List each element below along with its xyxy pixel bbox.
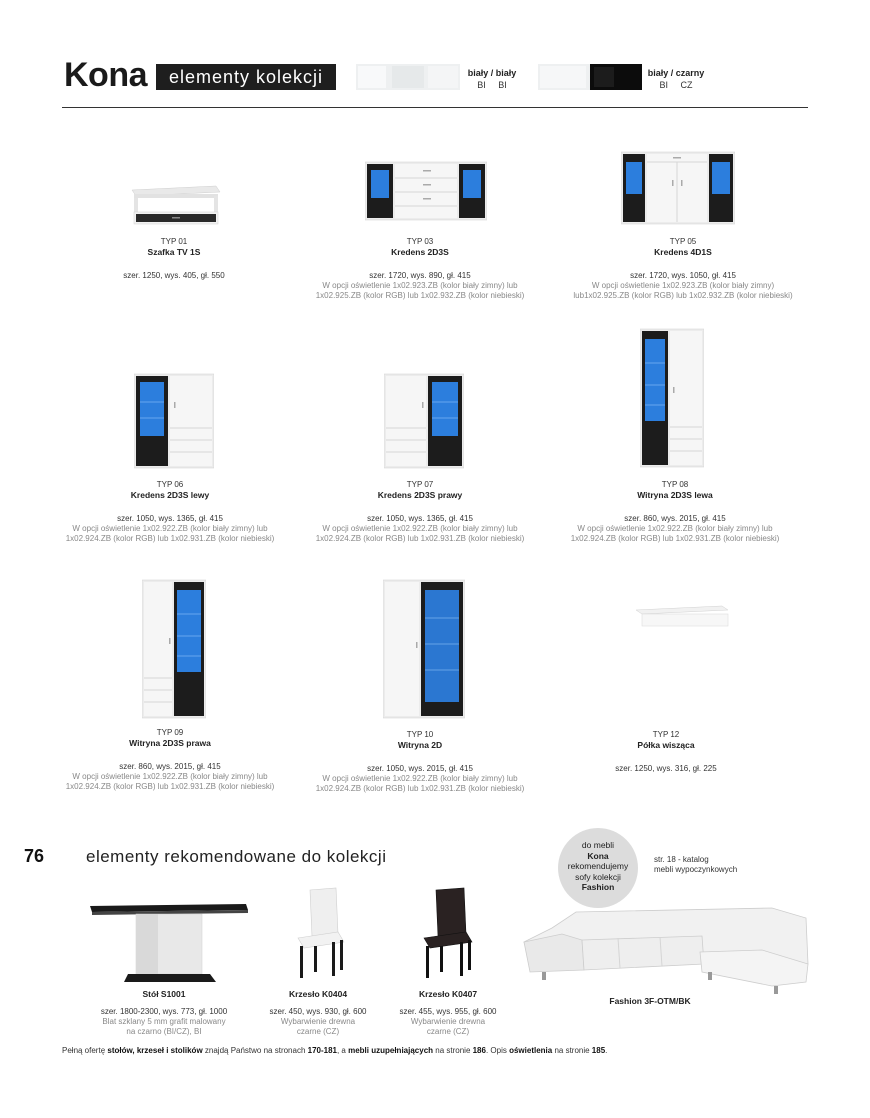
- product-type: TYP 10: [406, 730, 434, 739]
- footer-note: [62, 1046, 607, 1055]
- product-type: TYP 01: [160, 237, 188, 246]
- badge-line1: do mebli: [581, 840, 615, 850]
- product-options: W opcji oświetlenie 1x02.922.ZB (kolor biały zimny) lub 1x02.924.ZB (kolor RGB) lub 1x02.931.ZB (kolor niebieski): [65, 772, 275, 791]
- recommended-title: elementy rekomendowane do kolekcji: [86, 847, 387, 866]
- item-note: Blat szklany 5 mm grafit malowany na czarno (BI/CZ), BI: [102, 1017, 226, 1036]
- product-options: W opcji oświetlenie 1x02.922.ZB (kolor biały zimny) lub 1x02.924.ZB (kolor RGB) lub 1x02.931.ZB (kolor niebieski): [315, 774, 525, 793]
- item-note: Wybarwienie drewna czarne (CZ): [280, 1017, 356, 1036]
- item-dims: szer. 1800-2300, wys. 773, gł. 1000: [100, 1007, 228, 1016]
- footer-bold: 185: [591, 1046, 606, 1055]
- color-codes-white-white: BI BI: [477, 80, 507, 90]
- product-image-polka-wiszaca: [634, 596, 730, 632]
- badge-line5: Fashion: [581, 882, 615, 892]
- product-typ01: [59, 237, 289, 281]
- product-name: Kredens 2D3S lewy: [130, 490, 210, 500]
- product-options: W opcji oświetlenie 1x02.923.ZB (kolor biały zimny) lub1x02.925.ZB (kolor RGB) lub 1x02.932.ZB (kolor niebieski): [573, 281, 793, 300]
- color-swatch-white-white: [356, 64, 460, 90]
- product-type: TYP 05: [669, 237, 697, 246]
- product-image-sofa-fashion: [522, 906, 810, 998]
- catalog-note: [654, 855, 737, 875]
- color-label-white-black: biały / czarny: [647, 68, 705, 78]
- sofa-name: Fashion 3F-OTM/BK: [609, 996, 691, 1006]
- product-name: Witryna 2D: [397, 740, 443, 750]
- product-image-stol: [90, 902, 250, 984]
- badge-line4: sofy kolekcji: [575, 871, 621, 882]
- product-name: Szafka TV 1S: [147, 247, 201, 257]
- product-options: W opcji oświetlenie 1x02.923.ZB (kolor biały zimny) lub 1x02.925.ZB (kolor RGB) lub 1x02.932.ZB (kolor niebieski): [315, 281, 525, 300]
- product-image-witryna-2d: [383, 578, 465, 720]
- product-name: Witryna 2D3S lewa: [637, 490, 713, 500]
- color-label-white-white: biały / biały: [467, 68, 517, 78]
- product-dims: szer. 1250, wys. 405, gł. 550: [123, 271, 225, 280]
- product-image-kredens-lewy: [134, 372, 214, 470]
- item-dims: szer. 455, wys. 955, gł. 600: [399, 1007, 497, 1016]
- footer-text: Pełną ofertę: [62, 1046, 108, 1055]
- product-image-kredens-4d1s: [621, 150, 735, 226]
- footer-text: znajdą Państwo na stronach: [202, 1046, 308, 1055]
- recommended-item-k0404: [258, 989, 378, 1037]
- product-dims: szer. 1050, wys. 2015, gł. 415: [367, 764, 473, 773]
- product-type: TYP 12: [652, 730, 680, 739]
- item-note: Wybarwienie drewna czarne (CZ): [410, 1017, 486, 1036]
- product-dims: szer. 1050, wys. 1365, gł. 415: [117, 514, 223, 523]
- product-type: TYP 09: [156, 728, 184, 737]
- collection-subtitle: elementy kolekcji: [156, 64, 336, 90]
- footer-bold: 170-181: [307, 1046, 337, 1055]
- item-name: Krzesło K0404: [288, 989, 348, 999]
- product-name: Witryna 2D3S prawa: [129, 738, 211, 748]
- product-options: W opcji oświetlenie 1x02.922.ZB (kolor biały zimny) lub 1x02.924.ZB (kolor RGB) lub 1x02.931.ZB (kolor niebieski): [65, 524, 275, 543]
- product-type: TYP 03: [406, 237, 434, 246]
- product-dims: szer. 1250, wys. 316, gł. 225: [615, 764, 717, 773]
- product-typ05: [568, 237, 798, 301]
- footer-text: na stronie: [552, 1046, 592, 1055]
- swatch-white-black-graphic: [538, 64, 642, 90]
- product-typ10: [305, 730, 535, 794]
- item-name: Krzesło K0407: [418, 989, 478, 999]
- header-divider: [62, 107, 808, 108]
- product-type: TYP 06: [156, 480, 184, 489]
- product-typ12: [551, 730, 781, 774]
- footer-bold: mebli uzupełniających: [348, 1046, 434, 1055]
- recommended-item-stol: [64, 989, 264, 1037]
- product-options: W opcji oświetlenie 1x02.922.ZB (kolor biały zimny) lub 1x02.924.ZB (kolor RGB) lub 1x02.931.ZB (kolor niebieski): [570, 524, 780, 543]
- recommended-item-k0407: [388, 989, 508, 1037]
- color-codes-white-black: BI CZ: [659, 80, 693, 90]
- product-dims: szer. 860, wys. 2015, gł. 415: [119, 762, 221, 771]
- product-options: W opcji oświetlenie 1x02.922.ZB (kolor biały zimny) lub 1x02.924.ZB (kolor RGB) lub 1x02.931.ZB (kolor niebieski): [315, 524, 525, 543]
- product-name: Kredens 2D3S: [391, 247, 449, 257]
- recommendation-badge: [558, 828, 638, 908]
- badge-line2: Kona: [587, 850, 609, 861]
- product-image-witryna-prawa: [142, 578, 206, 720]
- product-image-kredens-prawy: [384, 372, 464, 470]
- swatch-white-white-graphic: [356, 64, 460, 90]
- product-dims: szer. 1050, wys. 1365, gł. 415: [367, 514, 473, 523]
- product-typ06: [55, 480, 285, 544]
- product-image-szafka-tv: [126, 180, 222, 228]
- catalog-note-line1: str. 18 - katalog: [654, 855, 709, 864]
- product-type: TYP 08: [661, 480, 689, 489]
- page-number: 76: [24, 846, 45, 866]
- product-typ09: [55, 728, 285, 792]
- footer-bold: oświetlenia: [509, 1046, 553, 1055]
- product-name: Półka wisząca: [637, 740, 695, 750]
- footer-text: . Opis: [485, 1046, 510, 1055]
- product-typ08: [560, 480, 790, 544]
- catalog-note-line2: mebli wypoczynkowych: [654, 865, 738, 874]
- product-typ07: [305, 480, 535, 544]
- footer-bold: stołów, krzeseł i stolików: [107, 1046, 203, 1055]
- product-image-witryna-lewa: [640, 327, 704, 469]
- product-name: Kredens 4D1S: [654, 247, 712, 257]
- product-dims: szer. 860, wys. 2015, gł. 415: [624, 514, 726, 523]
- color-swatch-white-black: [538, 64, 642, 90]
- badge-line3: rekomendujemy: [567, 861, 629, 871]
- product-name: Kredens 2D3S prawy: [377, 490, 463, 500]
- footer-text: , a: [336, 1046, 349, 1055]
- product-image-krzeslo-k0404: [292, 886, 346, 982]
- item-dims: szer. 450, wys. 930, gł. 600: [269, 1007, 367, 1016]
- footer-bold: 186: [472, 1046, 486, 1055]
- item-name: Stół S1001: [142, 989, 186, 999]
- footer-text: .: [605, 1046, 608, 1055]
- page-title: Kona: [64, 56, 147, 94]
- product-image-kredens-2d3s: [365, 158, 487, 222]
- product-dims: szer. 1720, wys. 1050, gł. 415: [630, 271, 736, 280]
- product-typ03: [305, 237, 535, 301]
- footer-text: na stronie: [433, 1046, 473, 1055]
- product-dims: szer. 1720, wys. 890, gł. 415: [369, 271, 471, 280]
- product-type: TYP 07: [406, 480, 434, 489]
- product-image-krzeslo-k0407: [420, 886, 474, 982]
